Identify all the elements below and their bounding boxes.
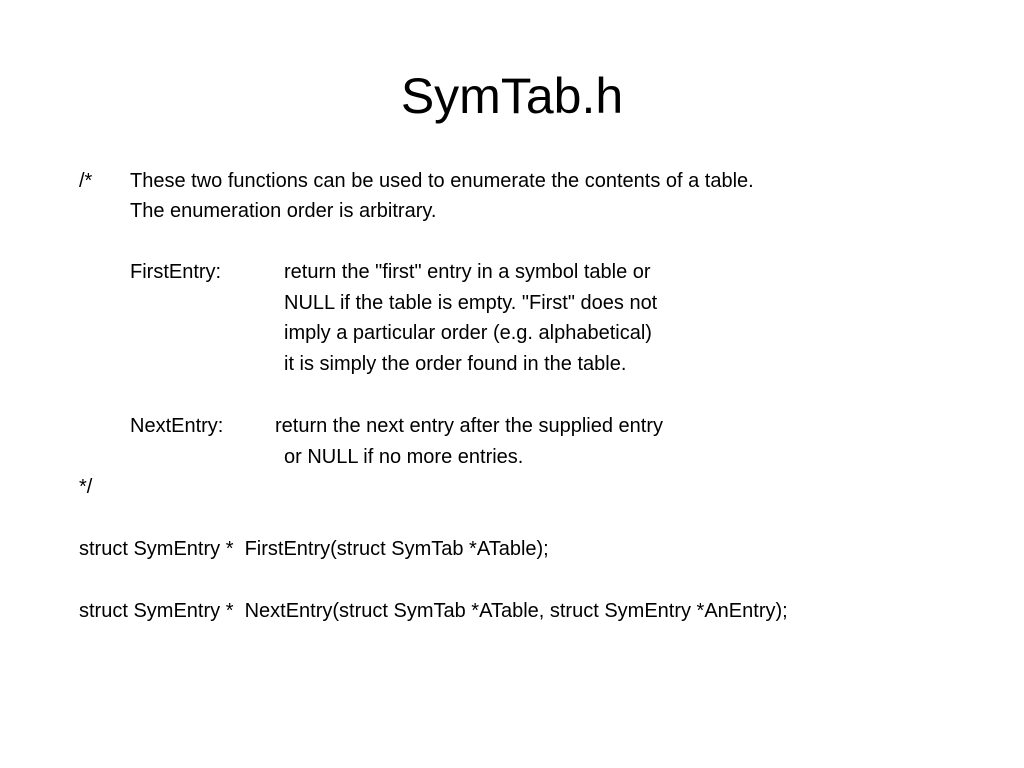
first-entry-label: FirstEntry: (130, 261, 222, 283)
intro-line-1: These two functions can be used to enumerate the contents of a table. (130, 170, 754, 192)
decl-first-entry: struct SymEntry * FirstEntry(struct SymTab *ATable); (79, 538, 549, 560)
first-entry-desc-4: it is simply the order found in the table. (284, 353, 627, 375)
next-entry-label: NextEntry: (130, 415, 224, 437)
next-entry-desc-2: or NULL if no more entries. (284, 446, 524, 468)
next-entry-desc-1: return the next entry after the supplied entry (275, 415, 663, 437)
comment-close: */ (79, 476, 93, 498)
comment-open: /* (79, 170, 93, 192)
first-entry-desc-3: imply a particular order (e.g. alphabetical) (284, 322, 652, 344)
first-entry-desc-2: NULL if the table is empty. "First" does not (284, 292, 658, 314)
decl-next-entry: struct SymEntry * NextEntry(struct SymTab *ATable, struct SymEntry *AnEntry); (79, 600, 788, 622)
slide-title: SymTab.h (400, 68, 624, 124)
intro-line-2: The enumeration order is arbitrary. (130, 200, 437, 222)
first-entry-desc-1: return the "first" entry in a symbol table or (284, 261, 651, 283)
